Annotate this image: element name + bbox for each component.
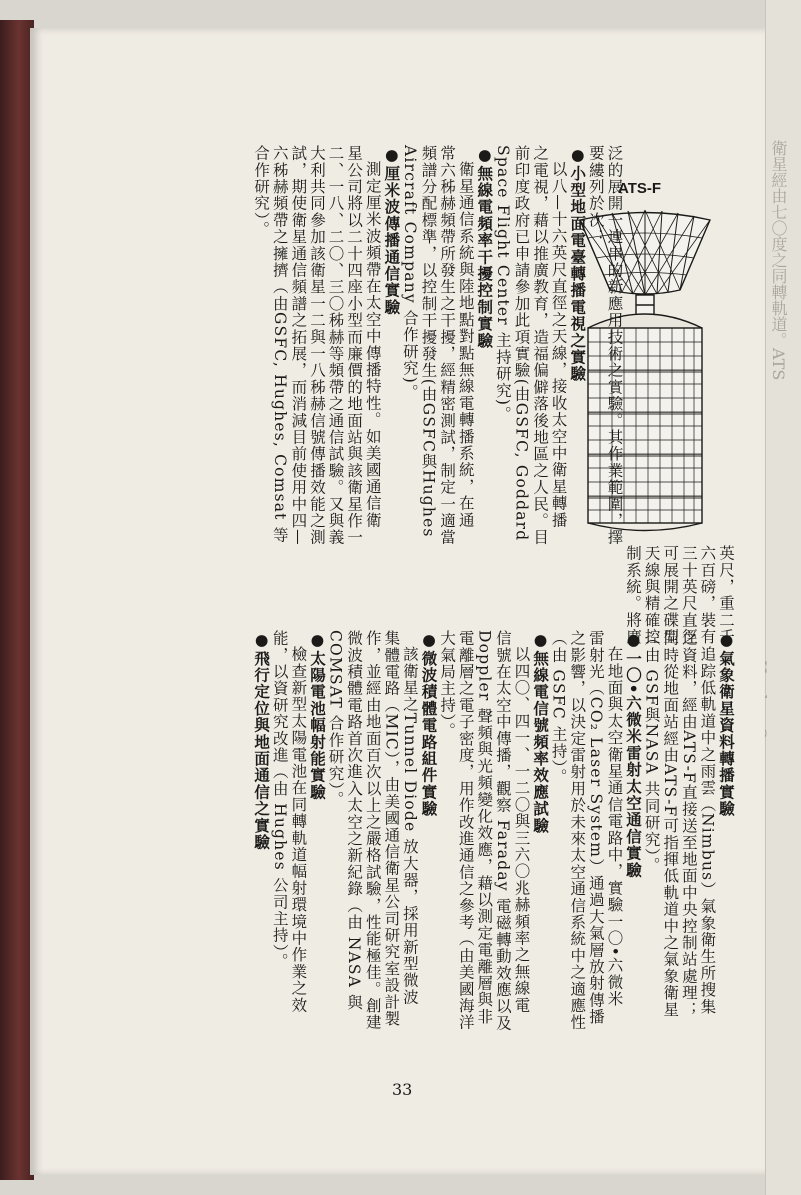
figure-label: ATS-F — [618, 180, 662, 197]
text-line: （由 GSF與NASA 共同研究）。 — [642, 630, 661, 874]
text-line: 星公司將以二十四座小型而廉價的地面站與該衛星作一 — [345, 145, 364, 546]
text-line: 英尺，重二千 — [717, 545, 735, 646]
section-heading: ●無線電信號頻率效應試驗 — [531, 630, 551, 834]
text-line: 集體電路（MIC），由美國通信衛星公司研究室設計製 — [382, 630, 401, 1028]
text-line: 之影響，以決定雷射用於未來太空通信系統中之適應性 — [568, 630, 587, 1031]
text-line: 頻譜分配標準，以控制干擾發生(由GSFC與Hughes — [419, 145, 438, 538]
text-line: 雷射光（CO₂ Laser System）通過大氣層放射傳播 — [586, 630, 605, 1026]
adjacent-page-edge: 衛星經由七〇度之同轉軌道。ATS — [765, 0, 801, 1195]
section-heading: ●厘米波傳播通信實驗 — [382, 145, 402, 316]
text-line: 要縷列於次： — [586, 145, 605, 246]
text-line: 三十英尺直徑 — [679, 545, 698, 646]
text-line: 之電視，藉以推廣教育，造福偏僻落後地區之人民。目 — [531, 145, 550, 546]
text-line: 天線與精確控 — [642, 545, 661, 646]
text-line: 合作研究）。 — [252, 145, 271, 238]
text-line: 信號在太空中傳播，觀察 Faraday 電磁轉動效應以及 — [493, 630, 512, 1032]
text-line: 大氣局主持）。 — [438, 630, 457, 740]
text-line: 泛的展開一連串的新應用技術之實驗。其作業範圍，擇 — [605, 145, 624, 546]
section-heading: ●太陽電池幅射能實驗 — [307, 630, 327, 801]
section-heading: ●微波積體電路組件實驗 — [419, 630, 439, 818]
text-line: 檢查新型太陽電池在同轉軌道幅射環境中作業之效 — [289, 645, 308, 1013]
text-line: 該衛星之Tunnel Diode 放大器，採用新型微波 — [400, 645, 419, 1005]
section-heading: ●無線電頻率干擾控制實驗 — [475, 145, 495, 349]
text-line: 六百磅，裝有 — [698, 545, 717, 646]
section-heading: ●飛行定位與地面通信之實驗 — [252, 630, 272, 851]
text-line: 可展開之碟型 — [661, 545, 680, 646]
text-line: 以八—十六英尺直徑之天線，接收太空中衛星轉播 — [549, 160, 568, 528]
text-line: 大利共同參加該衛星一二與一八秭赫信號傳播效能之測 — [307, 145, 326, 546]
page-number: 33 — [392, 1080, 413, 1099]
text-line: （由 GSFC 主持）。 — [549, 630, 568, 786]
text-line: 微波積體電路首次進入太空之新紀錄（由 NASA 與 — [345, 630, 364, 1011]
text-line: 六秭赫頻帶之擁擠（由GSFC, Hughes, Comsat 等 — [270, 145, 289, 544]
text-line: 在地面與太空衛星通信電路中，實驗一〇•六微米 — [605, 645, 624, 1007]
text-line: 同時從地面站經由ATS-F可指揮低軌道中之氣象衛星 — [661, 630, 680, 1018]
text-line: 以四〇、四一、一二〇與三六〇兆赫頻率之無線電 — [512, 645, 531, 1013]
text-line: 電離層之電子密度，用作改進通信之參考（由美國海洋 — [456, 630, 475, 1031]
text-line: 測定厘米波頻帶在太空中傳播特性。如美國通信衛 — [363, 160, 382, 528]
lower-text-block — [252, 630, 735, 1070]
text-line: 試，期使衛星通信頻譜之拓展，而消減目前使用中四— — [289, 145, 308, 546]
text-line: Aircraft Company 合作研究)。 — [400, 145, 419, 401]
text-line: 衛星通信系統與陸地點對點無線電轉播系統，在通 — [456, 160, 475, 528]
text-line: 二、一八、二〇、三〇秭赫等頻帶之通信試驗。又與義 — [326, 145, 345, 546]
section-heading: ●氣象衛星資料轉播實驗 — [717, 630, 736, 818]
section-heading: ●一〇•六微米雷射太空通信實驗 — [624, 630, 644, 879]
text-line: 制系統。將廣 — [624, 545, 643, 646]
text-line: COMSAT 合作研究）。 — [326, 630, 345, 808]
text-line: Doppler 聲頻與光頻變化效應，藉以測定電離層與非 — [475, 630, 494, 1025]
upper-text-block — [252, 145, 735, 646]
text-line: 之資料，經由ATS-F直接送至地面中央控制站處理； — [679, 630, 698, 1018]
text-line: Space Flight Center 主持研究)。 — [493, 145, 512, 423]
text-line: 追踪低軌道中之雨雲（Nimbus）氣象衛生所搜集 — [698, 645, 717, 1015]
text-line: 常六秭赫頻帶所發生之干擾，經精密測試，制定一適當 — [438, 145, 457, 546]
section-heading: ●小型地面電臺轉播電視之實驗 — [568, 145, 588, 383]
text-line: 作，並經由地面百次以上之嚴格試驗，性能極佳。創建 — [363, 630, 382, 1031]
text-line: 前印度政府已申請參加此項實驗(由GSFC, Goddard — [512, 145, 531, 542]
book-binding — [0, 20, 34, 1180]
text-line: 能，以資研究改進（由 Hughes 公司主持）。 — [270, 630, 289, 970]
